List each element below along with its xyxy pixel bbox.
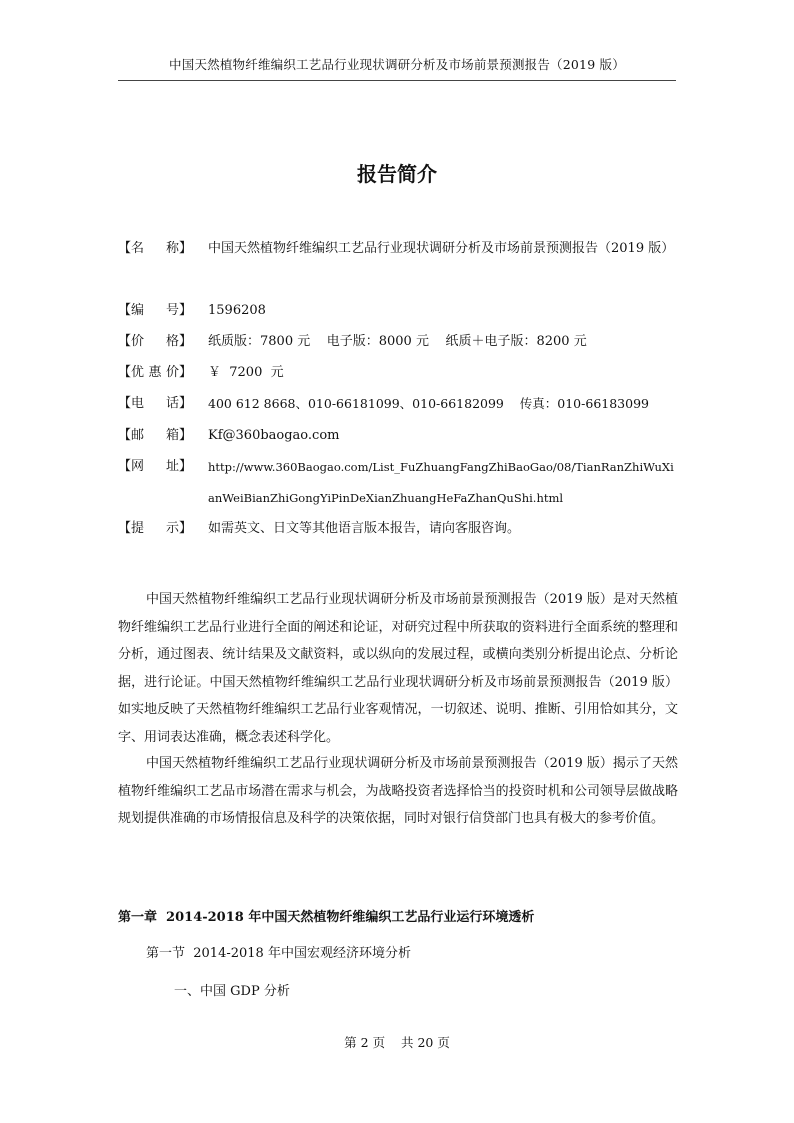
info-label: 【优惠价】 [118, 365, 193, 380]
page-header: 中国天然植物纤维编织工艺品行业现状调研分析及市场前景预测报告（2019 版） [169, 57, 625, 72]
info-label: 【电 话】 [118, 396, 193, 411]
toc-section: 第一节 2014-2018 年中国宏观经济环境分析 [146, 946, 411, 961]
info-label: 【编 号】 [118, 303, 193, 318]
toc-chapter: 第一章 2014-2018 年中国天然植物纤维编织工艺品行业运行环境透析 [118, 910, 535, 925]
intro-paragraph: 中国天然植物纤维编织工艺品行业现状调研分析及市场前景预测报告（2019 版）是对天然植物纤维编织工艺品行业进行全面的阐述和论证，对研究过程中所获取的资料进行全面系统的整理和分析，通过图表、统计结果及文献资料，或以纵向的发展过程，或横向类别分析提出论点、分析论据，进行论证。中国天然植物纤维编织工艺品行业现状调研分析及市场前景预测报告（2019 版）如实地反映了天然植物纤维编织工艺品行业客观情况，一切叙述、说明、推断、引用恰如其分，文字、用词表达准确，概念表述科学化。 [118, 592, 678, 745]
report-name-value: 中国天然植物纤维编织工艺品行业现状调研分析及市场前景预测报告（2019 版） [208, 241, 675, 256]
info-label: 【邮 箱】 [118, 428, 193, 443]
discount-price-value: ￥ 7200 元 [208, 365, 284, 380]
report-number-value: 1596208 [208, 303, 266, 318]
email-link[interactable]: Kf@360baogao.com [208, 428, 340, 443]
price-value: 纸质版：7800 元 电子版：8000 元 纸质＋电子版：8200 元 [208, 334, 587, 349]
header-divider [118, 80, 676, 81]
info-label: 【名 称】 [118, 241, 193, 256]
info-row-name [118, 234, 678, 294]
info-row-url [118, 452, 678, 514]
report-title: 报告简介 [357, 162, 437, 186]
phone-value: 400 612 8668、010-66181099、010-66182099 传真：010-66183099 [208, 396, 649, 411]
info-label: 【价 格】 [118, 334, 193, 349]
tip-value: 如需英文、日文等其他语言版本报告，请向客服咨询。 [208, 521, 521, 536]
info-label: 【网 址】 [118, 459, 193, 474]
page-footer: 第 2 页 共 20 页 [344, 1035, 450, 1050]
toc-subsection: 一、中国 GDP 分析 [174, 984, 290, 999]
intro-paragraph: 中国天然植物纤维编织工艺品行业现状调研分析及市场前景预测报告（2019 版）揭示了天然植物纤维编织工艺品市场潜在需求与机会，为战略投资者选择恰当的投资时机和公司领导层做战略规划提供准确的市场情报信息及科学的决策依据，同时对银行信贷部门也具有极大的参考价值。 [118, 756, 678, 826]
info-label: 【提 示】 [118, 521, 193, 536]
url-link[interactable]: http://www.360Baogao.com/List_FuZhuangFangZhiBaoGao/08/TianRanZhiWuXianWeiBianZhiGongYiPinDeXianZhuangHeFaZhanQuShi.html [208, 460, 674, 505]
